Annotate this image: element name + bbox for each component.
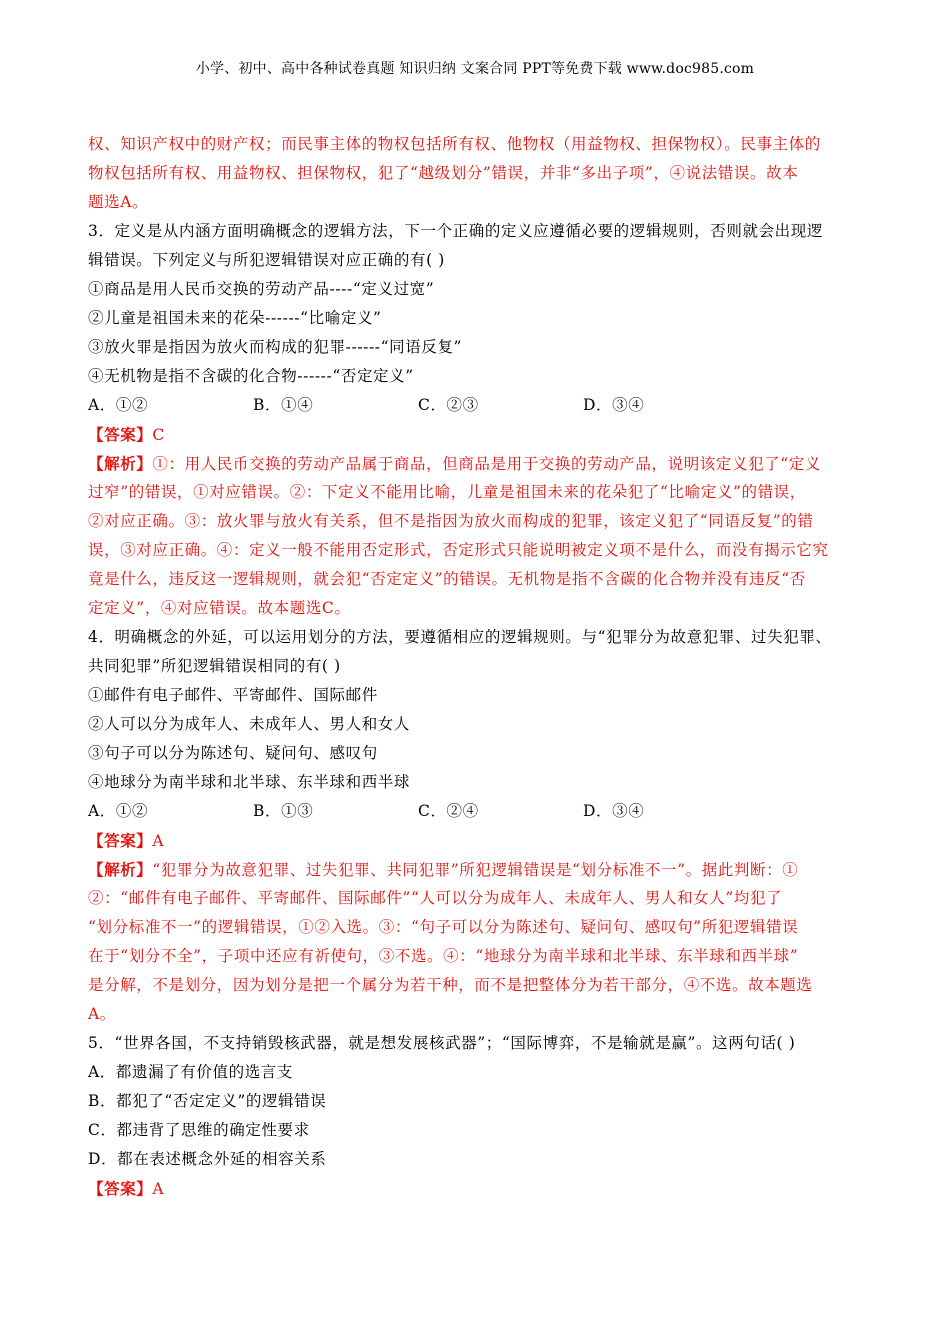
analysis-line: 是分解，不是划分，因为划分是把一个属分为若干种，而不是把整体分为若干部分，④不选。故本题选 [88,976,813,994]
analysis-line: 误，③对应正确。④：定义一般不能用否定形式，否定形式只能说明被定义项不是什么，而没有揭示它究 [88,541,829,559]
option-row [88,391,864,420]
analysis-line [88,855,864,884]
answer-tag: 【答案】 [88,1179,153,1198]
analysis-tag: 【解析】 [88,454,153,473]
answer-value: A [152,832,165,850]
question-4 [88,623,864,1029]
analysis-line: 竟是什么，违反这一逻辑规则，就会犯“否定定义”的错误。无机物是指不含碳的化合物并没有违反“否 [88,570,806,588]
text-line: 权、知识产权中的财产权；而民事主体的物权包括所有权、他物权（用益物权、担保物权）。民事主体的 [88,135,821,153]
answer-line [88,1174,864,1203]
analysis-line: 过窄”的错误，①对应错误。②：下定义不能用比喻，儿童是祖国未来的花朵犯了“比喻定义”的错误， [88,483,806,501]
statement-item: ①商品是用人民币交换的劳动产品----“定义过宽” [88,280,435,298]
option: A．都遗漏了有价值的选言支 [88,1063,293,1081]
question-stem: 辑错误。下列定义与所犯逻辑错误对应正确的有( ) [88,251,445,269]
option: C．②③ [418,396,479,414]
option: C．都违背了思维的确定性要求 [88,1121,310,1139]
question-stem: 5．“世界各国，不支持销毁核武器，就是想发展核武器”；“国际博弈，不是输就是赢”。这两句话( ) [88,1034,796,1052]
document-body [88,130,864,1203]
answer-value: A [152,1180,165,1198]
analysis-line: ②：“邮件有电子邮件、平寄邮件、国际邮件”“人可以分为成年人、未成年人、男人和女人”均犯了 [88,889,783,907]
option: D．③④ [583,396,645,414]
option: B．①③ [253,802,314,820]
option: A．①② [88,396,149,414]
option: B．①④ [253,396,314,414]
option: B．都犯了“否定定义”的逻辑错误 [88,1092,327,1110]
page-header: 小学、初中、高中各种试卷真题 知识归纳 文案合同 PPT等免费下载 www.doc985.com [195,61,755,77]
statement-item: ④地球分为南半球和北半球、东半球和西半球 [88,773,411,791]
statement-item: ①邮件有电子邮件、平寄邮件、国际邮件 [88,686,378,704]
analysis-line: 定定义”，④对应错误。故本题选C。 [88,599,351,617]
answer-line [88,420,864,449]
statement-item: ④无机物是指不含碳的化合物------“否定定义” [88,367,414,385]
question-stem: 共同犯罪”所犯逻辑错误相同的有( ) [88,657,341,675]
text-line: 题选A。 [88,193,149,211]
previous-analysis [88,130,864,217]
question-3 [88,217,864,623]
analysis-line: ②对应正确。③：放火罪与放火有关系，但不是指因为放火而构成的犯罪，该定义犯了“同语反复”的错 [88,512,814,530]
statement-item: ③句子可以分为陈述句、疑问句、感叹句 [88,744,378,762]
option-row [88,797,864,826]
analysis-tag: 【解析】 [88,860,153,879]
text-line: 物权包括所有权、用益物权、担保物权，犯了“越级划分”错误，并非“多出子项”，④说法错误。故本 [88,164,799,182]
question-stem: 4．明确概念的外延，可以运用划分的方法，要遵循相应的逻辑规则。与“犯罪分为故意犯罪、过失犯罪、 [88,628,832,646]
option: A．①② [88,802,149,820]
question-stem: 3．定义是从内涵方面明确概念的逻辑方法，下一个正确的定义应遵循必要的逻辑规则，否则就会出现逻 [88,222,823,240]
statement-item: ②人可以分为成年人、未成年人、男人和女人 [88,715,411,733]
analysis-line: “划分标准不一”的逻辑错误，①②入选。③：“句子可以分为陈述句、疑问句、感叹句”所犯逻辑错误 [88,918,799,936]
statement-item: ③放火罪是指因为放火而构成的犯罪------“同语反复” [88,338,463,356]
option: D．③④ [583,802,645,820]
option: C．②④ [418,802,479,820]
answer-value: C [152,426,165,444]
analysis-line: A。 [88,1005,116,1023]
option: D．都在表述概念外延的相容关系 [88,1150,327,1168]
answer-tag: 【答案】 [88,425,153,444]
question-5 [88,1029,864,1203]
answer-line [88,826,864,855]
answer-tag: 【答案】 [88,831,153,850]
statement-item: ②儿童是祖国未来的花朵------“比喻定义” [88,309,382,327]
analysis-line [88,449,864,478]
analysis-line: 在于“划分不全”，子项中还应有祈使句，③不选。④：“地球分为南半球和北半球、东半球和西半球” [88,947,799,965]
analysis-text: “犯罪分为故意犯罪、过失犯罪、共同犯罪”所犯逻辑错误是“划分标准不一”。据此判断：① [152,861,799,879]
analysis-text: ①：用人民币交换的劳动产品属于商品，但商品是用于交换的劳动产品，说明该定义犯了“定义 [152,455,822,473]
